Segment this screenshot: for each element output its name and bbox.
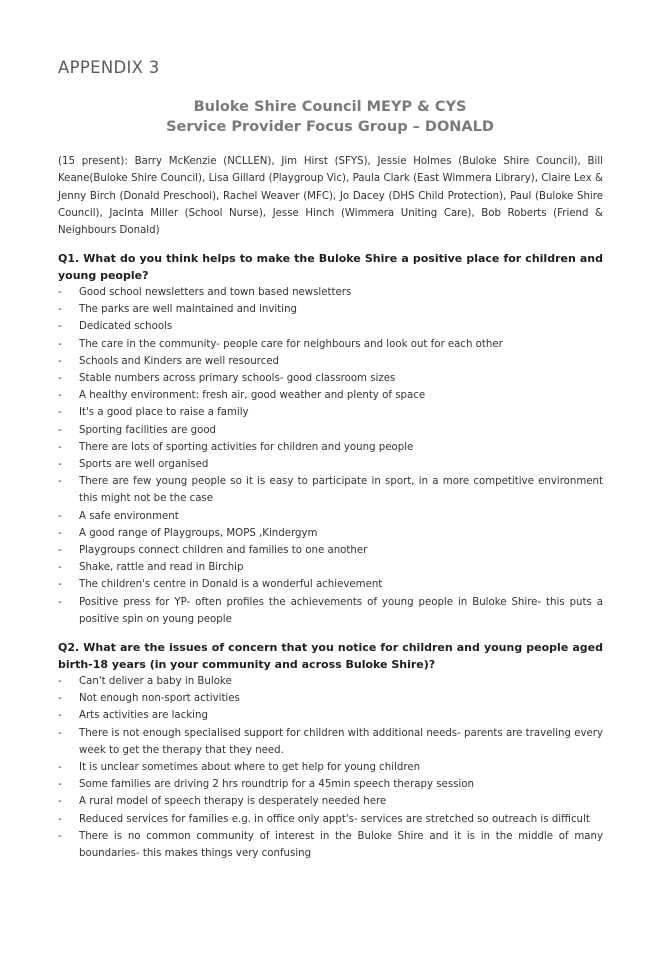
list-item-text: Can't deliver a baby in Buloke: [79, 676, 232, 687]
list-item-text: A rural model of speech therapy is desperately needed here: [79, 796, 387, 808]
list-item: [58, 673, 603, 690]
bullet-dash: -: [58, 830, 62, 842]
bullet-dash: -: [58, 441, 62, 453]
bullet-dash: -: [58, 710, 62, 722]
list-item: [58, 559, 603, 576]
list-item-text: There is no common community of interest in the Buloke Shire and it is in the middle of many boundaries- this makes things very confusing: [79, 830, 603, 860]
list-item: [58, 776, 603, 793]
bullet-dash: -: [58, 355, 62, 367]
bullet-dash: -: [58, 338, 62, 350]
bullet-dash: -: [58, 407, 62, 419]
list-item-text: Playgroups connect children and families to one another: [79, 545, 368, 557]
question-2-answers: [58, 673, 603, 862]
list-item: [58, 759, 603, 776]
list-item: [58, 725, 603, 759]
list-item: [58, 422, 603, 439]
list-item: [58, 690, 603, 707]
list-item-text: The care in the community- people care for neighbours and look out for each other: [79, 338, 503, 350]
bullet-dash: -: [58, 796, 62, 808]
list-item-text: Not enough non-sport activities: [79, 693, 240, 705]
bullet-dash: -: [58, 527, 62, 539]
list-item-text: Shake, rattle and read in Birchip: [79, 562, 244, 574]
list-item: [58, 284, 603, 301]
list-item: [58, 542, 603, 559]
bullet-dash: -: [58, 424, 62, 436]
bullet-dash: -: [58, 579, 62, 591]
bullet-dash: -: [58, 321, 62, 333]
list-item-text: The parks are well maintained and inviting: [79, 304, 297, 316]
list-item: [58, 353, 603, 370]
list-item-text: There are few young people so it is easy to participate in sport, in a more competitive environment this might not be the case: [79, 476, 603, 505]
list-item: [58, 525, 603, 542]
bullet-dash: -: [58, 545, 62, 557]
list-item: [58, 456, 603, 473]
attendees-paragraph: (15 present): Barry McKenzie (NCLLEN), Jim Hirst (SFYS), Jessie Holmes (Buloke Shire Council), Bill Keane(Buloke Shire Council), Lisa Gillard (Playgroup Vic), Paula Clark (East Wimmera Library), Claire Lex & Jenny Birch (Donald Preschool), Rachel Weaver (MFC), Jo Dacey (DHS Child Protection), Paul (Buloke Shire Council), Jacinta Miller (School Nurse), Jesse Hinch (Wimmera Uniting Care), Bob Roberts (Friend & Neighbours Donald): [58, 156, 603, 237]
list-item-text: Schools and Kinders are well resourced: [79, 355, 279, 367]
bullet-dash: -: [58, 727, 62, 739]
list-item-text: Arts activities are lacking: [79, 710, 208, 722]
list-item: [58, 439, 603, 456]
list-item-text: Sporting facilities are good: [79, 424, 217, 436]
list-item: [58, 508, 603, 525]
bullet-dash: -: [58, 287, 62, 298]
list-item-text: There are lots of sporting activities for children and young people: [79, 441, 414, 453]
list-item-text: It is unclear sometimes about where to get help for young children: [79, 762, 421, 774]
bullet-dash: -: [58, 813, 62, 825]
bullet-dash: -: [58, 390, 62, 402]
bullet-dash: -: [58, 779, 62, 791]
list-item-text: Reduced services for families e.g. in office only appt's- services are stretched so outreach is difficult: [79, 813, 590, 825]
list-item: [58, 594, 603, 628]
list-item-text: Some families are driving 2 hrs roundtrip for a 45min speech therapy session: [79, 779, 474, 791]
list-item: [58, 387, 603, 404]
list-item-text: A good range of Playgroups, MOPS ,Kindergym: [79, 527, 318, 539]
list-item-text: Dedicated schools: [79, 321, 173, 333]
bullet-dash: -: [58, 562, 62, 574]
question-2: Q2. What are the issues of concern that you notice for children and young people aged birth-18 years (in your community and across Buloke Shire)?: [58, 641, 603, 672]
list-item-text: Sports are well organised: [79, 459, 209, 471]
document-title: Buloke Shire Council MEYP & CYS: [193, 99, 467, 115]
list-item-text: Good school newsletters and town based newsletters: [79, 287, 352, 298]
bullet-dash: -: [58, 510, 62, 522]
list-item: [58, 576, 603, 593]
bullet-dash: -: [58, 676, 62, 687]
list-item: [58, 811, 603, 828]
list-item-text: Positive press for YP- often profiles the achievements of young people in Buloke Shire- this puts a positive spin on young people: [79, 596, 603, 625]
list-item-text: A healthy environment: fresh air, good weather and plenty of space: [79, 390, 426, 402]
list-item: [58, 707, 603, 724]
bullet-dash: -: [58, 596, 62, 608]
list-item: [58, 793, 603, 810]
question-1: Q1. What do you think helps to make the Buloke Shire a positive place for children and young people?: [58, 252, 603, 283]
bullet-dash: -: [58, 304, 62, 316]
list-item-text: It's a good place to raise a family: [79, 407, 249, 419]
list-item-text: A safe environment: [79, 510, 179, 522]
list-item: [58, 828, 603, 862]
list-item: [58, 318, 603, 335]
list-item-text: There is not enough specialised support for children with additional needs- parents are traveling every week to get the therapy that they need.: [79, 727, 604, 756]
appendix-label: APPENDIX 3: [58, 58, 160, 77]
bullet-dash: -: [58, 459, 62, 471]
bullet-dash: -: [58, 476, 62, 488]
bullet-dash: -: [58, 762, 62, 774]
list-item: [58, 301, 603, 318]
list-item: [58, 336, 603, 353]
document-subtitle: Service Provider Focus Group – DONALD: [166, 119, 494, 135]
bullet-dash: -: [58, 373, 62, 385]
list-item: [58, 370, 603, 387]
list-item-text: Stable numbers across primary schools- good classroom sizes: [79, 373, 396, 385]
list-item: [58, 473, 603, 507]
list-item: [58, 404, 603, 421]
bullet-dash: -: [58, 693, 62, 705]
question-1-answers: [58, 284, 603, 628]
list-item-text: The children's centre in Donald is a wonderful achievement: [79, 579, 383, 591]
